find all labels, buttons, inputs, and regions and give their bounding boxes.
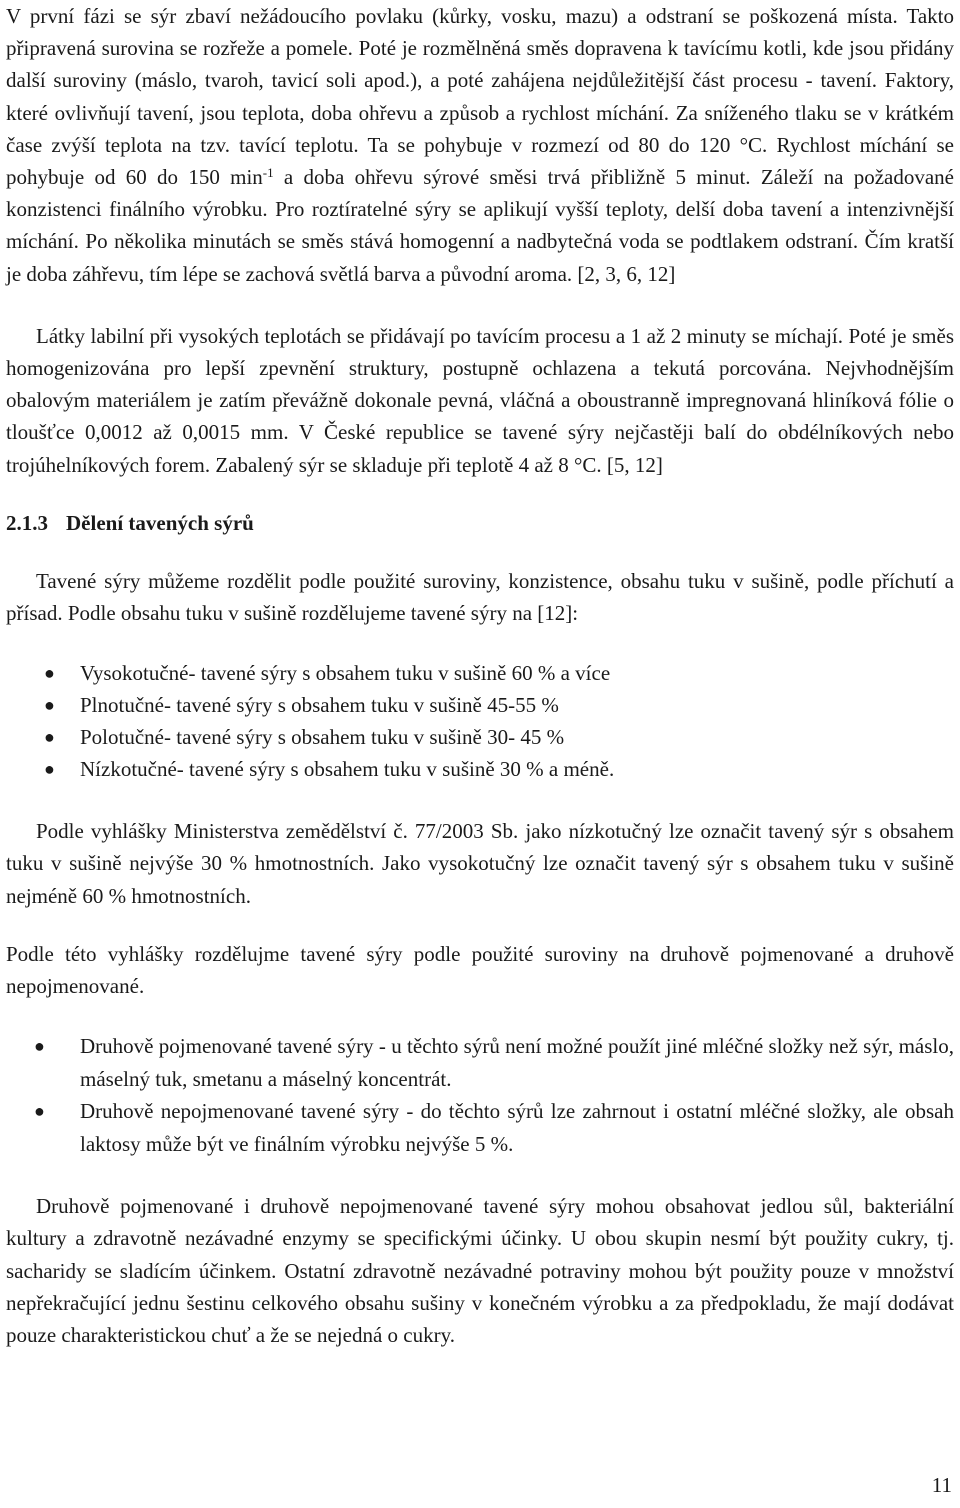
list-item-text: Plnotučné- tavené sýry s obsahem tuku v sušině 45-55 % xyxy=(80,693,559,718)
paragraph-packaging: Látky labilní při vysokých teplotách se přidávají po tavícím procesu a 1 až 2 minuty se míchají. Poté je směs homogenizována pro lepší zpevnění struktury, postupně ochlazena a tekutá porcována. Nejvhodnějším obalovým materiálem je zatím převážně dokonale pevná, vláčná a oboustranně impregnovaná hliníková fólie o tloušťce 0,0012 až 0,0015 mm. V České republice se tavené sýry nejčastěji balí do obdélníkových nebo trojúhelníkových forem. Zabalený sýr se skladuje při teplotě 4 až 8 °C. [5, 12] xyxy=(6,323,954,477)
list-item xyxy=(34,1095,954,1160)
list-item xyxy=(44,753,954,785)
bullet-icon: ● xyxy=(34,1036,45,1057)
fat-content-list xyxy=(6,657,954,785)
paragraph-ingredients: Druhově pojmenované i druhově nepojmenované tavené sýry mohou obsahovat jedlou sůl, bakteriální kultury a zdravotně nezávadné enzymy se specifickými účinky. U obou skupin nesmí být použity cukry, tj. sacharidy se sladícím účinkem. Ostatní zdravotně nezávadné potraviny mohou být použity pouze v množství nepřekračující jednu šestinu celkového obsahu sušiny v konečném výrobku a za předpokladu, že mají dodávat pouze charakteristickou chuť a že se nejedná o cukry. xyxy=(6,1194,954,1348)
bullet-icon: ● xyxy=(44,663,55,684)
paragraph-text-continued: a doba ohřevu sýrové směsi trvá přibližně 5 minut. Záleží na požadované konzistenci finálního výrobku. Pro roztíratelné sýry se aplikují vyšší teploty, delší doba tavení a intenzivnější míchání. Po několika minutách se směs stává homogenní a nadbytečná voda se podtlakem odstraní. Čím kratší je doba záhřevu, tím lépe se zachová světlá barva a původní aroma. [2, 3, 6, 12] xyxy=(6,165,954,286)
paragraph-regulation: Podle vyhlášky Ministerstva zemědělství č. 77/2003 Sb. jako nízkotučný lze označit tavený sýr s obsahem tuku v sušině nejvýše 30 % hmotnostních. Jako vysokotučný lze označit tavený sýr s obsahem tuku v sušině nejméně 60 % hmotnostních. xyxy=(6,819,954,908)
section-title: Dělení tavených sýrů xyxy=(66,510,254,535)
cheese-type-list xyxy=(6,1030,954,1160)
list-item-text: Polotučné- tavené sýry s obsahem tuku v sušině 30- 45 % xyxy=(80,725,565,750)
section-number: 2.1.3 xyxy=(6,510,48,535)
bullet-icon: ● xyxy=(44,695,55,716)
section-heading xyxy=(6,507,954,539)
paragraph-melting-process xyxy=(6,0,954,290)
list-item-text: Nízkotučné- tavené sýry s obsahem tuku v sušině 30 % a méně. xyxy=(80,757,615,782)
list-item xyxy=(44,657,954,689)
list-item-text: Vysokotučné- tavené sýry s obsahem tuku v sušině 60 % a více xyxy=(80,661,611,686)
bullet-icon: ● xyxy=(34,1101,45,1122)
list-item xyxy=(34,1030,954,1095)
paragraph-regulation-types: Podle této vyhlášky rozdělujme tavené sýry podle použité suroviny na druhově pojmenované a druhově nepojmenované. xyxy=(6,941,954,999)
paragraph-classification-intro: Tavené sýry můžeme rozdělit podle použité suroviny, konzistence, obsahu tuku v sušině, podle příchutí a přísad. Podle obsahu tuku v sušině rozdělujeme tavené sýry na [12]: xyxy=(6,568,954,626)
bullet-icon: ● xyxy=(44,727,55,748)
bullet-icon: ● xyxy=(44,759,55,780)
list-item xyxy=(44,689,954,721)
list-item-text: Druhově nepojmenované tavené sýry - do těchto sýrů lze zahrnout i ostatní mléčné složky, ale obsah laktosy může být ve finálním výrobku nejvýše 5 %. xyxy=(80,1099,954,1156)
list-item-text: Druhově pojmenované tavené sýry - u těchto sýrů není možné použít jiné mléčné složky než sýr, máslo, máselný tuk, smetanu a máselný koncentrát. xyxy=(80,1034,954,1091)
list-item xyxy=(44,721,954,753)
paragraph-text: V první fázi se sýr zbaví nežádoucího povlaku (kůrky, vosku, mazu) a odstraní se poškozená místa. Takto připravená surovina se rozřeže a pomele. Poté je rozmělněná směs dopravena k tavícímu kotli, kde jsou přidány další suroviny (máslo, tvaroh, tavicí soli apod.), a poté zahájena nejdůležitější část procesu - tavení. Faktory, které ovlivňují tavení, jsou teplota, doba ohřevu a způsob a rychlost míchání. Za sníženého tlaku se v krátkém čase zvýší teplota na tzv. tavící teplotu. Ta se pohybuje v rozmezí od 80 do 120 °C. Rychlost míchání se pohybuje od 60 do 150 min xyxy=(6,4,954,190)
page-number: 11 xyxy=(931,1473,952,1497)
superscript-exponent: -1 xyxy=(262,165,274,181)
document-page xyxy=(6,0,954,1351)
